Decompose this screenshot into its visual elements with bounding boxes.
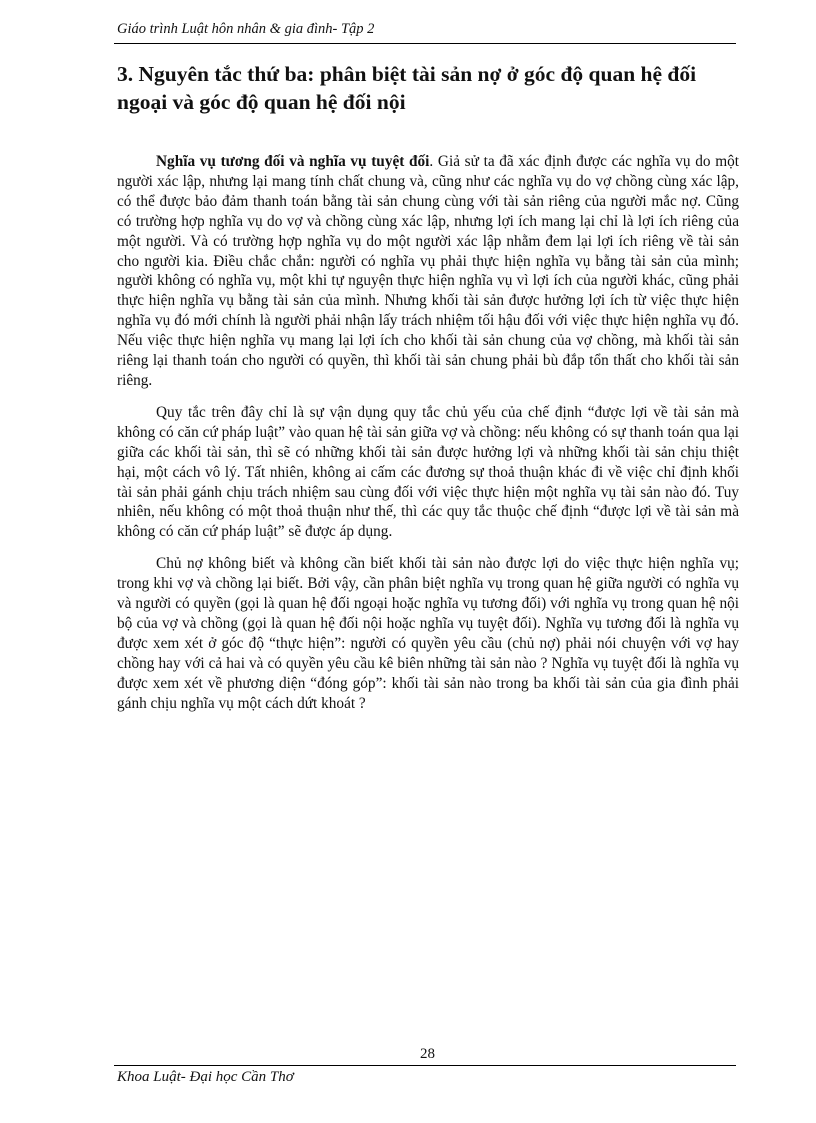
paragraph-1-text: . Giả sử ta đã xác định được các nghĩa vụ do một người xác lập, nhưng lại mang tính chất chung và, cũng như các nghĩa vụ do vợ chồng cùng xác lập, có thể được bảo đảm thanh toán bằng tài sản chung cùng với tài sản riêng của người mắc nợ. Cũng có trường hợp nghĩa vụ do vợ và chồng cùng xác lập, nhưng lợi ích mang lại chỉ là lợi ích riêng của một người. Và có trường hợp nghĩa vụ do một người xác lập nhằm đem lại lợi ích riêng về tài sản cho người kia. Điều chắc chắn: người có nghĩa vụ phải thực hiện nghĩa vụ bằng tài sản của mình; người không có nghĩa vụ, một khi tự nguyện thực hiện nghĩa vụ vì lợi ích của người khác, cũng phải thực hiện nghĩa vụ bằng tài sản của mình. Nhưng khối tài sản được hưởng lợi ích từ việc thực hiện nghĩa vụ đó mới chính là người phải nhận lấy trách nhiệm tối hậu đối với việc thực hiện nghĩa vụ đó. Nếu việc thực hiện nghĩa vụ mang lại lợi ích cho khối tài sản chung của vợ chồng, mà khối tài sản riêng lại thanh toán cho người có quyền, thì khối tài sản chung phải bù đắp tổn thất cho khối tài sản riêng. — [117, 153, 739, 389]
section-title: 3. Nguyên tắc thứ ba: phân biệt tài sản nợ ở góc độ quan hệ đối ngoại và góc độ quan hệ đối nội — [117, 62, 697, 114]
body-text — [117, 152, 739, 725]
paragraph-1-lead: Nghĩa vụ tương đối và nghĩa vụ tuyệt đối — [156, 153, 430, 170]
header-divider — [114, 43, 736, 44]
paragraph-2: Quy tắc trên đây chỉ là sự vận dụng quy tắc chủ yếu của chế định “được lợi về tài sản mà không có căn cứ pháp luật” vào quan hệ tài sản giữa vợ và chồng: nếu không có sự thanh toán qua lại giữa các khối tài sản, thì sẽ có những khối tài sản được hưởng lợi và những khối tài sản chịu thiệt hại, một cách vô lý. Tất nhiên, không ai cấm các đương sự thoả thuận khác đi về việc chỉ định khối tài sản phải gánh chịu trách nhiệm sau cùng đối với việc thực hiện một nghĩa vụ tài sản nào đó. Tuy nhiên, nếu không có một thoả thuận như thế, thì các quy tắc thuộc chế định “được lợi về tài sản mà không có căn cứ pháp luật” sẽ được áp dụng. — [117, 403, 739, 541]
page-number: 28 — [420, 1046, 435, 1062]
running-header: Giáo trình Luật hôn nhân & gia đình- Tập 2 — [117, 21, 375, 37]
paragraph-3: Chủ nợ không biết và không cần biết khối tài sản nào được lợi do việc thực hiện nghĩa vụ; trong khi vợ và chồng lại biết. Bởi vậy, cần phân biệt nghĩa vụ trong quan hệ giữa người có nghĩa vụ và người có quyền (gọi là quan hệ đối ngoại hoặc nghĩa vụ tương đối) với nghĩa vụ trong quan hệ nội bộ của vợ và chồng (gọi là quan hệ đối nội hoặc nghĩa vụ tuyệt đối). Nghĩa vụ tương đối là nghĩa vụ được xem xét ở góc độ “thực hiện”: người có quyền yêu cầu (chủ nợ) phải nói chuyện với vợ hay chồng hay với cả hai và có quyền yêu cầu kê biên những tài sản nào ? Nghĩa vụ tuyệt đối là nghĩa vụ được xem xét về phương diện “đóng góp”: khối tài sản nào trong ba khối tài sản của gia đình phải gánh chịu nghĩa vụ một cách dứt khoát ? — [117, 555, 739, 712]
footer-divider — [114, 1065, 736, 1066]
running-footer: Khoa Luật- Đại học Cần Thơ — [117, 1069, 294, 1085]
paragraph-1 — [117, 152, 739, 391]
